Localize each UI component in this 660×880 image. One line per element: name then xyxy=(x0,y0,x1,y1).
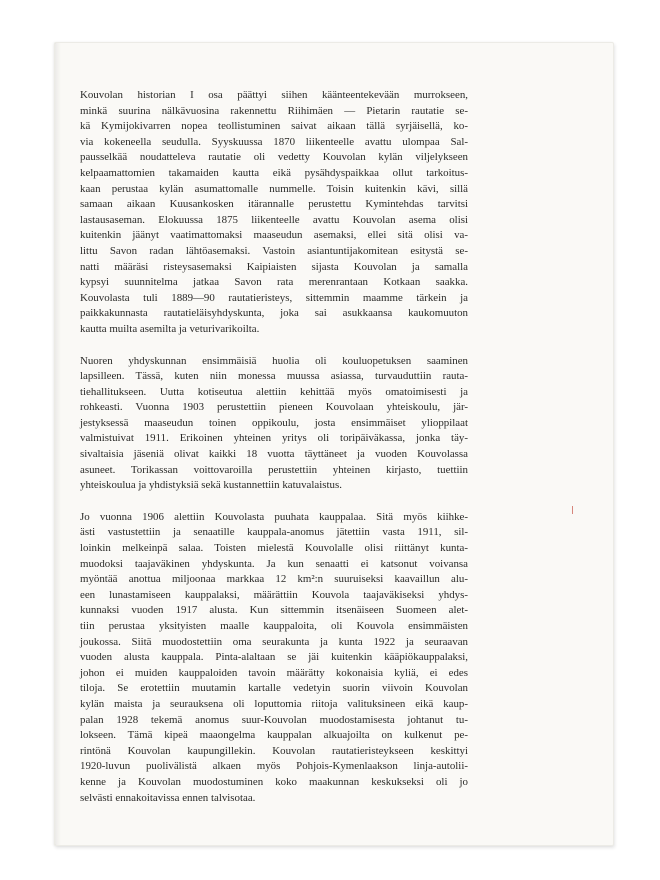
text-line: asuneet. Torikassan voittovaroilla perustettiin yhteinen kirjasto, tuettiin xyxy=(80,463,468,476)
text-line: rohkeasti. Vuonna 1903 perustettiin pieneen Kouvolaan yhteiskoulu, jär- xyxy=(80,401,468,414)
blurb-paragraph-2 xyxy=(80,354,468,494)
text-line: kypsyi suunnitelma jatkaa Savon rata merenrantaan Kotkaan saakka. xyxy=(80,276,468,289)
text-line: kunnaksi vuoden 1917 alusta. Kun sittemmin itsenäiseen Suomeen alet- xyxy=(80,604,468,617)
text-line: valmistuivat 1911. Erikoinen yhteinen yritys oli toripäiväkassa, jonka täy- xyxy=(80,432,468,445)
text-line: kaan perustaa kylän asumattomalle nummelle. Toisin kuitenkin kävi, sillä xyxy=(80,182,468,195)
text-line: 1920-luvun puolivälistä alkaen myös Pohjois-Kymenlaakson linja-autolii- xyxy=(80,760,468,773)
text-line: minkä suurina nälkävuosina rakennettu Riihimäen — Pietarin rautatie se- xyxy=(80,104,468,117)
text-line: kylän maista ja seurauksena oli loputtomia riitoja valituksineen eikä kaup- xyxy=(80,697,468,710)
text-line: lapsilleen. Tässä, kuten niin monessa muussa asiassa, turvauduttiin rauta- xyxy=(80,370,468,383)
text-line: samaan aikaan Kuusankosken itärannalle perustettu Kymintehdas tarvitsi xyxy=(80,198,468,211)
text-line: palan 1928 tekemä anomus suur-Kouvolan muodostamisesta johtanut tu- xyxy=(80,713,468,726)
blurb-paragraph-1 xyxy=(80,88,468,338)
text-line: Jo vuonna 1906 alettiin Kouvolasta puuhata kauppalaa. Sitä myös kiihke- xyxy=(80,510,468,523)
text-line: littu Savon radan lähtöasemaksi. Vastoin asiantuntijakomitean esitystä se- xyxy=(80,244,468,257)
text-line: joukossa. Siitä muodostettiin oma seurakunta ja kunta 1922 ja seuraavan xyxy=(80,635,468,648)
text-line: tiloja. Se erotettiin muutamin kartalle vedetyin suorin viivoin Kouvolan xyxy=(80,682,468,695)
text-line: via kokeneella seudulla. Syyskuussa 1870 liikenteelle avattu ulompaa Sal- xyxy=(80,135,468,148)
text-line: myöntää anottua miljoonaa markkaa 12 km²:n suuruiseksi kaavaillun alu- xyxy=(80,573,468,586)
text-line: natti määräsi risteysasemaksi Kaipiaisten sijasta Kouvolan ja samalla xyxy=(80,260,468,273)
text-line: kenne ja Kouvolan muodostuminen koko maakunnan keskukseksi oli jo xyxy=(80,775,468,788)
text-line: muodoksi taajaväkinen yhdyskunta. Ja kun senaatti ei katsonut voivansa xyxy=(80,557,468,570)
text-line: ästi vastustettiin ja senaatille kauppala-anomus jätettiin vasta 1911, sil- xyxy=(80,526,468,539)
blurb-text xyxy=(80,88,468,822)
text-line: selvästi ennakoitavissa ennen talvisotaa. xyxy=(80,791,256,804)
text-line: Nuoren yhdyskunnan ensimmäisiä huolia oli kouluopetuksen saaminen xyxy=(80,354,468,367)
text-line: lokseen. Tämä kipeä maaongelma kauppalan alkuajoilta on kulkenut pe- xyxy=(80,729,468,742)
text-line: Kouvolasta tuli 1889—90 rautatieristeys, sittemmin maamme tärkein ja xyxy=(80,291,468,304)
text-line: kelpaamattomien takamaiden kautta eikä pysähdyspaikkaa ollut tarkoitus- xyxy=(80,166,468,179)
text-line: tiehallitukseen. Uutta kotiseutua alettiin kehittää myös omatoimisesti ja xyxy=(80,385,468,398)
blurb-paragraph-3 xyxy=(80,510,468,806)
text-line: vuoden alusta kauppala. Pinta-alaltaan se jäi kuitenkin kääpiökauppalaksi, xyxy=(80,651,468,664)
text-line: johon ei muiden kauppaloiden tavoin määrätty kokonaisia kyliä, ei edes xyxy=(80,666,468,679)
text-line: kautta muilta asemilta ja veturivarikoilta. xyxy=(80,322,260,335)
red-edge-mark xyxy=(572,506,573,514)
text-line: lastausaseman. Elokuussa 1875 liikenteelle avattu Kouvolan asema olisi xyxy=(80,213,468,226)
text-line: jestyksessä maaseudun toinen oppikoulu, josta ensimmäiset ylioppilaat xyxy=(80,416,468,429)
spine-shadow xyxy=(55,43,61,845)
text-line: yhteiskoulua ja yhdistyksiä sekä kustannettiin katuvalaistus. xyxy=(80,479,342,492)
text-line: paikkakunnasta rautatieläisyhdyskunta, joka sai asukkaansa kaukomuuton xyxy=(80,307,468,320)
text-line: Kouvolan historian I osa päättyi siihen käänteentekevään murrokseen, xyxy=(80,89,468,101)
text-line: kuitenkin jäänyt vaatimattomaksi maaseudun asemaksi, ellei sitä olisi va- xyxy=(80,229,468,242)
text-line: kä Kymijokivarren nopea teollistuminen saivat aikaan tällä syrjäisellä, ko- xyxy=(80,120,468,133)
text-line: tiin perustaa yksityisten maalle kauppaloita, oli Kouvola ensimmäisten xyxy=(80,620,468,632)
text-line: een lunastamiseen kauppalaksi, määrättiin Kouvola taajaväkiseksi yhdys- xyxy=(80,588,468,601)
text-line: rintönä Kouvolan kaupungillekin. Kouvolan rautatieristeykseen keskittyi xyxy=(80,744,468,757)
text-line: pausselkää noudatteleva rautatie oli vedetty Kouvolan kylän viljelykseen xyxy=(80,151,468,164)
text-line: sivaltaisia jäseniä olivat kaikki 18 vuotta täyttäneet ja vuoden Kouvolassa xyxy=(80,448,468,461)
text-line: loinkin melkeinpä salaa. Toisten mielestä Kouvolalle olisi riittänyt kunta- xyxy=(80,542,468,555)
